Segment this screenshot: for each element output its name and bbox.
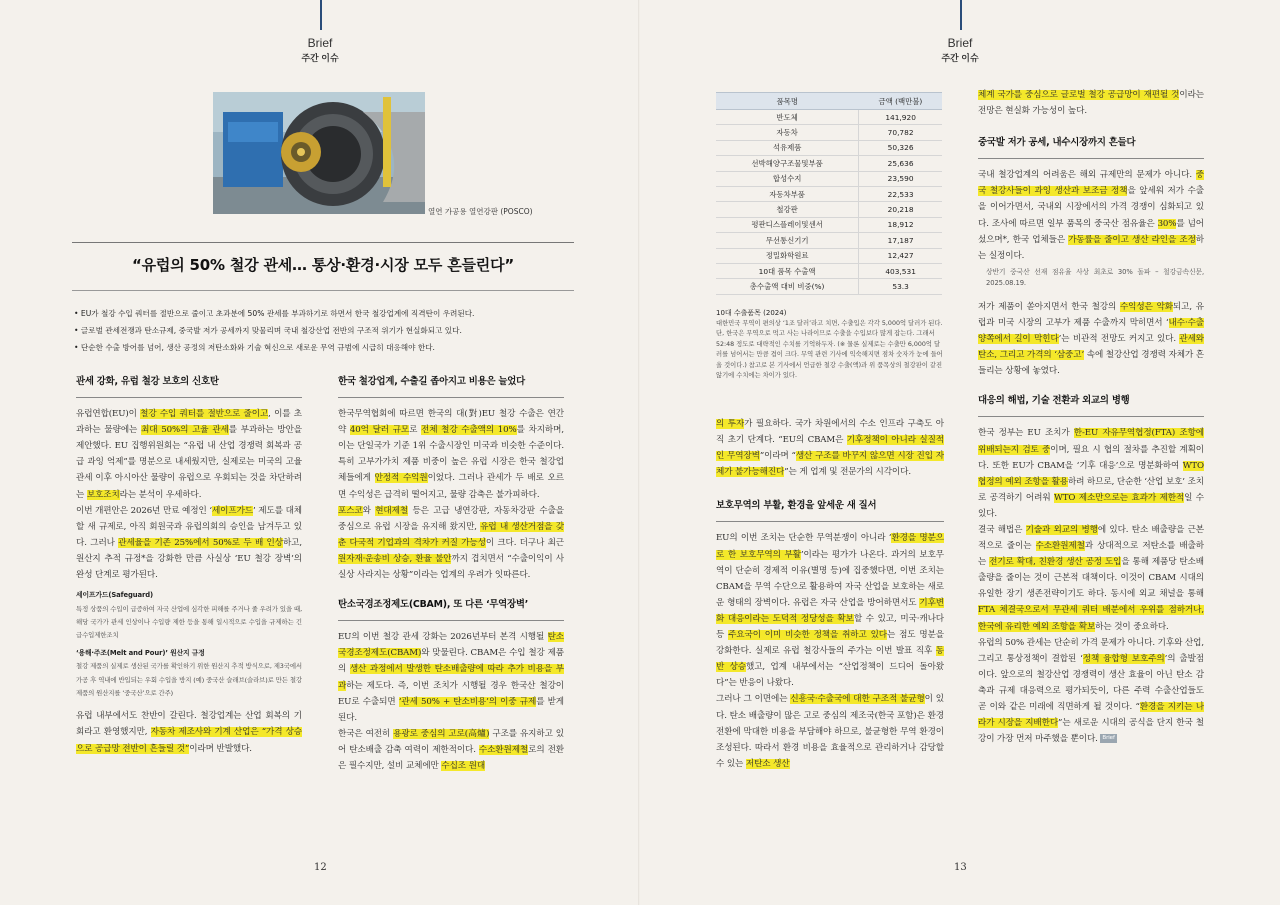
body-text: 유럽의 50% 관세는 단순히 가격 문제가 아니다. 기후와 산업, 그리고 통상정책이 결합된 ‘ [978, 637, 1204, 664]
body-text: 를 차지하며, 이는 단일국가 기준 1위 수출시장인 미국과 비슷한 수준이다. 특히 고부가가치 제품 비중이 높은 유럽 시장은 한국 철강업체들에게 [338, 425, 564, 484]
highlighted-text: 생산 과정에서 발생한 탄소배출량에 따라 추가 비용을 부과 [338, 664, 565, 691]
body-text: 을 앞세워 저가 수출을 이어가면서, 국내외 시장에서의 가격 경쟁이 심화되고 있다. 조사에 따르면 일부 품목의 중국산 점유율은 [978, 186, 1204, 229]
item-name-cell: 반도체 [716, 110, 859, 125]
brand-section: 주간 이슈 [941, 53, 979, 63]
item-name-cell: 총수출액 대비 비중(%) [716, 279, 859, 294]
highlighted-text: 현대제철 [375, 505, 409, 516]
body-text: 결국 해법은 [978, 524, 1026, 535]
body-text: 한국무역협회에 따르면 한국의 대(對)EU 철강 수출은 연간 약 [338, 409, 564, 436]
highlighted-text: 전기로 확대, 친환경 생산 공정 도입 [989, 557, 1122, 568]
highlighted-text: 탄소국경조정제도(CBAM) [338, 632, 564, 659]
amount-cell: 17,187 [859, 233, 942, 248]
amount-cell: 12,427 [859, 248, 942, 263]
table-row [716, 263, 942, 278]
amount-cell: 53.3 [859, 279, 942, 294]
glossary-title: 세이프가드(Safeguard) [76, 591, 153, 600]
highlighted-text: 전체 철강 수출액의 10% [421, 425, 517, 436]
highlighted-text: 기후변화 대응이라는 도덕적 정당성을 확보 [716, 597, 944, 624]
headline: “유럽의 50% 철강 관세… 통상·환경·시장 모두 흔들린다” [131, 256, 515, 274]
table-note-text: 대한민국 무역이 편의상 ‘1조 달러’라고 치면, 수출입은 각각 5,000억 달러가 된다. 단, 한국은 무역으로 먹고 사는 나라이므로 수출을 수입보다 많게 잡는다. 그래서 52:48 정도로 대략적인 수치를 기억하두자. (※ 물론 실제로는 수출만 6,000억 달러를 넘어서는 만큼 겹이 크다. 무역 관련 기사에 익숙해지면 점차 숫자가 눈에 들어올 것이다.) 참고로 본 기사에서 언급한 철강 수출(액)과 위 품목상의 철강판이 같진 않기에 수치에는 차이가 있다. [716, 319, 943, 379]
section-heading: 중국발 저가 공세, 내수시장까지 흔들다 [978, 135, 1204, 159]
body-text: ’ 제도를 대체할 새 규제로, 아직 회원국과 유럽의회의 승인을 남겨두고 있다. 그러나 [76, 505, 302, 548]
highlighted-text: 용광로 중심의 고로(高爐) [393, 728, 490, 739]
item-name-cell: 평판디스플레이및센서 [716, 217, 859, 232]
steel-coil-photo [213, 92, 425, 214]
amount-cell: 70,782 [859, 125, 942, 140]
highlighted-text: 기술과 외교의 병행 [1025, 524, 1098, 535]
body-text: ”는 게 업계 및 전문가의 시각이다. [784, 467, 911, 478]
highlighted-text: 포스코 [338, 505, 363, 516]
amount-cell: 20,218 [859, 202, 942, 217]
body-text: 국내 철강업계의 어려움은 해외 규제만의 문제가 아니다. [978, 170, 1196, 181]
table-row [716, 202, 942, 217]
brief-end-badge: Brief [1102, 735, 1115, 742]
brand-header [290, 36, 350, 64]
item-name-cell: 석유제품 [716, 140, 859, 155]
body-text: 이라며 반발했다. [189, 743, 252, 754]
body-text: 그러나 그 이면에는 [716, 694, 791, 705]
highlighted-text: WTO 제소만으로는 효과가 제한적 [1054, 492, 1185, 503]
body-text: 할 수 있고, 미국·캐나다 등 [716, 613, 944, 641]
amount-cell: 50,326 [859, 140, 942, 155]
amount-cell: 141,920 [859, 110, 942, 125]
body-text: 일 수 있다. [978, 492, 1204, 519]
glossary-text: 철강 제품의 실제로 생산된 국가를 확인하기 위한 원산지 추적 방식으로, 제3국에서 가공 후 역내에 반입되는 우회 수입을 방지 (예) 중국산 슬래브(슬라브)로 만든 철강 제품의 원산지를 ‘중국산’으로 간주) [76, 662, 302, 697]
body-text: ”는 새로운 시대의 공식을 단지 한국 철강이 가장 먼저 마주했을 뿐이다. [978, 718, 1204, 745]
paragraph [716, 416, 944, 480]
body-text: 하는 실정이다. [978, 234, 1204, 261]
highlighted-text: 관세율을 기존 25%에서 50%로 두 배 인상 [118, 537, 283, 548]
body-text: 를 부과하는 방안을 제안했다. EU 집행위원회는 “유럽 내 산업 경쟁력 회복과 공급 과잉 억제”를 명분으로 내세웠지만, 실제로는 미국의 고율 관세 이후 아시아산 물량이 유럽으로 우회되는 것을 차단하려는 [76, 425, 302, 500]
body-text: 과 상대적으로 저탄소를 배출하는 [978, 541, 1204, 568]
highlighted-text: 생산 구조를 바꾸지 않으면 시장 진입 자체가 불가능해진다 [716, 451, 944, 478]
paragraph-text [978, 638, 1204, 745]
highlighted-text: 철강 수입 쿼터를 절반으로 줄이고 [140, 409, 269, 420]
highlighted-text: 유럽 내 생산거점을 갖춘 다국적 기업과의 격차가 커질 가능성 [338, 521, 564, 548]
body-text: EU의 이번 철강 관세 강화는 2026년부터 본격 시행될 [338, 632, 548, 643]
paragraph [978, 299, 1204, 379]
body-text: 까지 겹치면서 “수출이익이 사실상 사라지는 상황”이라는 업계의 우려가 잇따른다. [338, 553, 564, 581]
body-text: 를 넘어섰으며*, 한국 업체들은 [978, 218, 1204, 245]
body-text: 이 크다. 더구나 최근 [485, 537, 565, 548]
page-number-left: 12 [314, 862, 327, 873]
highlighted-text: 30% [1157, 218, 1177, 229]
item-name-cell: 무선통신기기 [716, 233, 859, 248]
header-line [320, 0, 322, 30]
table-row [716, 125, 942, 140]
highlighted-text: 자동차 제조사와 기계 산업은 “가격 상승으로 공급망 전반이 흔들릴 것” [76, 727, 302, 754]
highlighted-text: 40억 달러 규모 [349, 425, 410, 436]
body-text: 는 점도 명분을 강화한다. 실제로 유럽 철강사들의 주가는 이번 발표 직후 [716, 630, 944, 657]
footnote: 상반기 중국산 선재 점유율 사상 최초로 30% 돌파 – 철강금속신문, 2025.08.19. [986, 267, 1204, 287]
body-text: 속에 철강산업 경쟁력 자체가 흔들리는 상황에 놓였다. [978, 350, 1205, 377]
body-text: 저가 제품이 쏟아지면서 한국 철강의 [978, 301, 1120, 312]
table-note-title: 10대 수출품목 (2024) [716, 309, 787, 317]
section-heading: 관세 강화, 유럽 철강 보호의 신호탄 [76, 374, 302, 398]
highlighted-text: 보호조치 [86, 489, 120, 500]
body-text: 와 [362, 505, 376, 516]
section-heading: 탄소국경조정제도(CBAM), 또 다른 ‘무역장벽’ [338, 597, 564, 621]
item-name-cell: 자동차 [716, 125, 859, 140]
highlighted-text: 체계 국가를 중심으로 글로벌 철강 공급망이 재편될 것 [978, 90, 1180, 100]
summary-bullet: • 글로벌 관세전쟁과 탄소규제, 중국발 저가 공세까지 맞물리며 국내 철강산업 전반의 구조적 위기가 현실화되고 있다. [74, 322, 574, 339]
item-name-cell: 10대 품목 수출액 [716, 263, 859, 278]
amount-cell: 25,636 [859, 156, 942, 171]
body-text: 이라는 전망은 현실화 가능성이 높다. [978, 90, 1204, 117]
paragraph [716, 691, 944, 771]
highlighted-text: 정책 융합형 보호주의 [1082, 653, 1165, 664]
body-text: ’이라는 평가가 나온다. 과거의 보호무역이 단순히 경제적 이유(별명 등)에 집중했다면, 이번 조치는 CBAM을 무역 수단으로 활용하여 자국 산업을 보호하는 새로운 형태의 장벽이다. 유럽은 자국 산업을 방어하면서도 [716, 549, 944, 608]
amount-cell: 22,533 [859, 186, 942, 201]
highlighted-text: 주요국이 이미 비슷한 정책을 취하고 있다 [728, 630, 887, 641]
table-row [716, 279, 942, 294]
paragraph [978, 87, 1204, 119]
paragraph [76, 503, 302, 583]
body-text: 이었다. 그러나 관세가 두 배로 오르면 수익성은 급격히 떨어지고, 물량 감축은 불가피하다. [338, 473, 564, 500]
table-row [716, 217, 942, 232]
table-header-row [716, 93, 942, 110]
highlighted-text: WTO 협정의 예외 조항을 활용 [978, 460, 1204, 487]
section-heading: 한국 철강업계, 수출길 좁아지고 비용은 늘었다 [338, 374, 564, 398]
body-text: 이 있다. 탄소 배출량이 많은 고로 중심의 제조국(한국 포함)은 환경 전환에 막대한 비용을 부담해야 하므로, 불균형한 무역 환경이 조성된다. 따라서 환경 비용을 효율적으로 관리하거나 감당할 수 있는 [716, 694, 944, 769]
article-column-4 [978, 87, 1204, 747]
highlighted-text: ‘관세 50% + 탄소비용’의 이중 규제 [398, 696, 537, 707]
highlighted-text: 수소환원제철 [478, 744, 529, 755]
body-text: 를 받게 된다. [338, 696, 565, 723]
body-text: EU의 이번 조치는 단순한 무역분쟁이 아니라 ‘ [716, 533, 892, 544]
table-row [716, 248, 942, 263]
body-text: 유럽연합(EU)이 [76, 409, 141, 420]
table-header: 품목명 [716, 93, 859, 110]
highlighted-text: 최대 50%의 고율 관세 [141, 425, 229, 436]
headline-bottom-rule [72, 290, 574, 291]
paragraph [338, 726, 564, 774]
body-text: , 이를 초과하는 물량에는 [76, 409, 303, 436]
item-name-cell: 철강판 [716, 202, 859, 217]
amount-cell: 18,912 [859, 217, 942, 232]
photo-caption: 열연 가공용 열연강판 (POSCO) [428, 207, 533, 216]
header-line [960, 0, 962, 30]
headline-top-rule [72, 242, 574, 243]
paragraph [338, 503, 564, 583]
table-row [716, 156, 942, 171]
body-text: 에 있다. 탄소 배출량을 근본적으로 줄이는 [978, 524, 1204, 552]
highlighted-text: 안정적 수익원 [374, 473, 428, 484]
item-name-cell: 선박해양구조물및부품 [716, 156, 859, 171]
table-row [716, 110, 942, 125]
highlighted-text: 내수·수출 양쪽에서 길이 막힌다 [978, 317, 1204, 345]
body-text: 이번 개편안은 2026년 만료 예정인 ‘ [76, 505, 212, 516]
highlighted-text: 동반 상승 [716, 646, 944, 673]
body-text: ’의 출발점이다. 앞으로의 철강산업 경쟁력이 생산 효율이 아닌 탄소 감축과 규제 대응력으로 평가되듯이, 다른 주력 수출산업들도 곧 이와 같은 미래에 직면하게 될 것이다. “ [978, 653, 1204, 712]
summary-bullet: • EU가 철강 수입 쿼터를 절반으로 줄이고 초과분에 50% 관세를 부과하기로 하면서 한국 철강업계에 직격탄이 우려된다. [74, 305, 574, 322]
article-column-2 [338, 374, 564, 774]
glossary-text: 특정 상품의 수입이 급증하여 자국 산업에 심각한 피해를 주거나 줄 우려가 있을 때, 해당 국가가 관세 인상이나 수입량 제한 등을 통해 일시적으로 수입을 규제하는 긴급수입제한조치 [76, 604, 302, 640]
highlighted-text: 관세와 탄소, 그리고 가격의 ‘삼중고’ [978, 334, 1204, 361]
body-text: 하려 하므로, 단순한 ‘산업 보호’ 조치로 공격하기 어려워 [978, 476, 1204, 503]
glossary-title: ‘용해·주조(Melt and Pour)’ 원산지 규정 [76, 648, 205, 657]
body-text: ”이라며 “ [759, 451, 796, 462]
item-name-cell: 합성수지 [716, 171, 859, 186]
section-heading: 대응의 해법, 기술 전환과 외교의 병행 [978, 393, 1204, 417]
body-text: 로의 전환은 필수지만, 설비 교체에만 [338, 744, 564, 771]
body-text: 하고, 원산지 추적 규정*을 강화한 만큼 사실상 ‘EU 철강 장벽’의 완성 단계로 평가된다. [76, 537, 303, 581]
highlighted-text: 신흥국·수출국에 대한 구조적 불균형 [790, 694, 925, 705]
article-column-3 [716, 416, 944, 772]
paragraph [978, 635, 1204, 748]
highlighted-text: 한-EU 자유무역협정(FTA) 조항에 위배되는지 검토 중 [978, 428, 1204, 455]
table-row [716, 233, 942, 248]
body-text: 한국 정부는 EU 조치가 [978, 428, 1074, 439]
highlighted-text: 의 투자 [716, 419, 745, 429]
highlighted-text: 환경을 명분으로 한 보호무역의 부활 [716, 533, 945, 560]
paragraph [338, 629, 564, 726]
table-row [716, 186, 942, 201]
paragraph [978, 425, 1204, 522]
table-row [716, 171, 942, 186]
body-text: 와 맞물린다. CBAM은 수입 철강 제품의 [338, 648, 564, 675]
article-column-1 [76, 374, 302, 757]
body-text: 되고, 유럽과 미국 시장의 고부가 제품 수출까지 막히면서 ‘ [978, 301, 1204, 328]
paragraph [76, 708, 302, 756]
highlighted-text: 수익성은 악화 [1119, 301, 1173, 312]
body-text: 하는 것이 중요하다. [1095, 621, 1169, 632]
paragraph [338, 406, 564, 503]
glossary-box [76, 589, 302, 700]
highlighted-text: 중국 철강사들이 과잉 생산과 보조금 정책 [978, 170, 1204, 197]
body-text: 했고, 업계 내부에서는 “산업정책이 드디어 돌아왔다”는 반응이 나왔다. [716, 662, 944, 689]
body-text: 이며, 필요 시 협의 절차를 추진할 계획이다. 또한 EU가 CBAM을 ‘기후 대응’으로 명분화하여 [978, 444, 1204, 471]
table-row [716, 140, 942, 155]
section-heading: 보호무역의 부활, 환경을 앞세운 새 질서 [716, 498, 944, 522]
body-text: 유럽 내부에서도 찬반이 갈린다. 철강업계는 산업 회복의 기회라고 환영했지만, [76, 711, 302, 738]
body-text: 한국은 여전히 [338, 728, 394, 739]
amount-cell: 23,590 [859, 171, 942, 186]
paragraph [978, 522, 1204, 635]
item-name-cell: 정밀화학원료 [716, 248, 859, 263]
brand-name: Brief [947, 36, 973, 50]
table-header: 금액 (백만불) [859, 93, 942, 110]
highlighted-text: 원자재·운송비 상승, 환율 불안 [338, 553, 452, 564]
body-text: 등은 고급 냉연강판, 자동차강판 수출을 중심으로 유럽 시장을 유지해 왔지만, [338, 505, 564, 532]
brand-name: Brief [307, 36, 333, 50]
body-text: 을 통해 제품당 탄소배출량을 줄이는 것이 근본적 대책이다. 이것이 CBAM 시대의 유일한 장기 생존전략이기도 하다. 동시에 외교 채널을 통해 [978, 557, 1204, 600]
page-number-right: 13 [954, 862, 967, 873]
paragraph [716, 530, 944, 691]
body-text: 가 필요하다. 국가 차원에서의 수소 인프라 구축도 아직 초기 단계다. “EU의 CBAM은 [716, 419, 944, 446]
brand-section: 주간 이슈 [301, 53, 339, 63]
highlighted-text: 가동률을 줄이고 생산 라인을 조정 [1068, 234, 1196, 245]
steel-coil-illustration [213, 92, 425, 214]
highlighted-text: FTA 체결국으로서 무관세 쿼터 배분에서 우위를 점하거나, 한국에 유리한 예외 조항을 확보 [978, 605, 1204, 632]
highlighted-text: 환경을 지키는 나라가 시장을 지배한다 [978, 702, 1204, 729]
table-note [716, 308, 944, 382]
summary-bullet: • 단순한 수출 방어를 넘어, 생산 공정의 저탄소화와 기술 혁신으로 새로운 무역 규범에 시급히 대응해야 한다. [74, 339, 574, 356]
paragraph [978, 167, 1204, 264]
export-items-table [716, 92, 942, 295]
paragraph [76, 406, 302, 503]
brand-header [930, 36, 990, 64]
summary-bullets [74, 305, 574, 356]
body-text: 라는 분석이 우세하다. [119, 489, 202, 500]
highlighted-text: 저탄소 생산 [745, 758, 790, 769]
item-name-cell: 자동차부품 [716, 186, 859, 201]
highlighted-text: 기후정책이 아니라 실질적인 무역장벽 [716, 435, 944, 462]
highlighted-text: 수십조 원대 [441, 760, 486, 771]
body-text: 구조를 유지하고 있어 탄소배출 감축 여력이 제한적이다. [338, 728, 564, 755]
body-text: 로 [409, 425, 422, 436]
amount-cell: 403,531 [859, 263, 942, 278]
highlighted-text: 수소환원제철 [1035, 541, 1085, 552]
highlighted-text: 세이프가드 [211, 505, 253, 516]
body-text: 하는 제도다. 즉, 이번 조치가 시행될 경우 한국산 철강이 EU로 수출되면 [338, 680, 564, 707]
body-text: ’는 비관적 전망도 커지고 있다. [1058, 334, 1180, 345]
